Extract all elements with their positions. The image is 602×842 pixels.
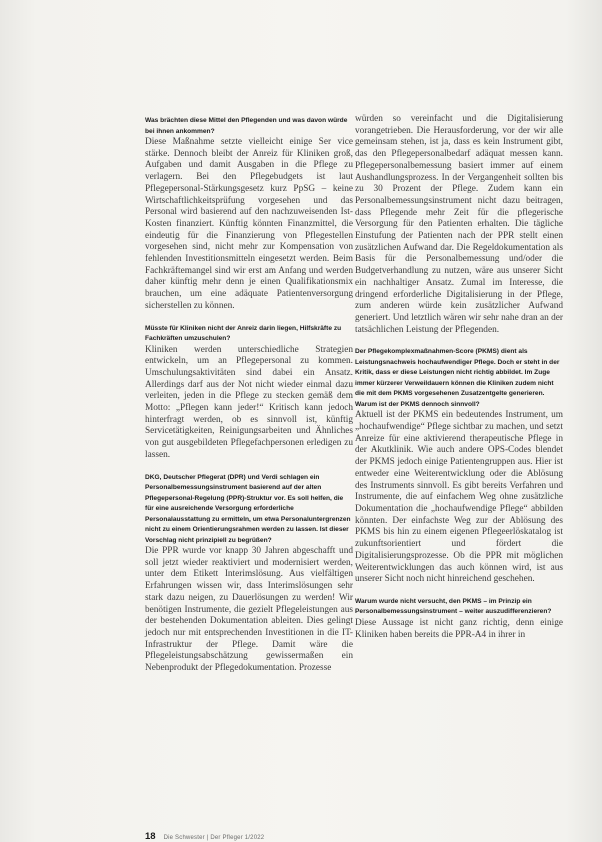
interview-answer: Diese Aussage ist nicht ganz richtig, denn einige Kliniken haben bereits die PPR-A4 in ihrer in (355, 617, 563, 640)
interview-answer: Aktuell ist der PKMS ein bedeutendes Instrument, um „hochaufwendige“ Pflege sichtbar zu machen, und setzt Anreize für eine aktivierend therapeutische Pflege in der Akutklinik. Wie auch andere OPS-Codes blendet der PKMS jedoch einige Patientengruppen aus. Hier ist entweder eine Weiterentwicklung oder die Ablösung des Instruments sinnvoll. Es gibt bereits Verfahren und Instrumente, die auf einfachem Weg ohne zusätzliche Dokumentation die „hochaufwendige Pflege“ abbilden könnten. Der einfachste Weg zur der Ablösung des PKMS bis hin zu einem eigenen Pflegeerlöskatalog ist zukunftsorientiert und fördert die Digitalisierungsprozesse. Ob die PPR mit möglichen Weiterentwicklungen das auch können wird, ist aus unserer Sicht noch nicht hinreichend geschehen. (355, 410, 563, 585)
right-text-column (355, 114, 563, 641)
interview-answer: würden so vereinfacht und die Digitalisierung vorangetrieben. Die Herausforderung, vor der wir alle gemeinsam stehen, ist ja, dass es kein Instrument gibt, das den Pflegepersonalbedarf adäquat messen kann. Pflegepersonalbemessung basiert immer auf einem Aushandlungsprozess. In der Vergangenheit sollten bis zu 30 Prozent der Pflege. Zudem kann ein Personalbemessungsinstrument nicht dazu beitragen, dass Pflegende mehr Zeit für die pflegerische Versorgung für den Patienten erhalten. Die tägliche Einstufung der Patienten nach der PPR stellt einen zusätzlichen Aufwand dar. Die Regeldokumentation als Basis für die Personalbemessung und/oder die Budgetverhandlung zu nutzen, wäre aus unserer Sicht ein nachhaltiger Ansatz. Zumal im Interesse, die dringend erforderliche Digitalisierung in der Pflege, zum anderen würde kein zusätzlicher Aufwand generiert. Und letztlich wären wir sehr nahe dran an der tatsächlichen Leistung der Pflegenden. (355, 114, 563, 335)
running-title: Die Schwester | Der Pfleger 1/2022 (163, 835, 265, 841)
interview-question: Müsste für Kliniken nicht der Anreiz darin liegen, Hilfskräfte zu Fachkräften umzuschulen? (145, 324, 342, 343)
paragraph-spacer (355, 336, 563, 347)
interview-question: Was brächten diese Mittel den Pflegenden und was davon würde bei ihnen ankommen? (145, 117, 348, 135)
left-text-column (145, 116, 353, 675)
paragraph-spacer (145, 462, 353, 473)
paragraph-spacer (145, 313, 353, 324)
interview-answer: Diese Maßnahme setzte vielleicht einige Ser vice stärke. Dennoch bleibt der Anreiz für Kliniken groß, Aufgaben und damit Ausgaben in die Pflege zu verlagern. Bei den Pflegebudgets ist laut Pflegepersonal-Stärkungsgesetz kurz PpSG – keine Wirtschaftlichkeitsprüfung vorgesehen und das Personal wird basierend auf den nachzuweisenden Ist-Kosten finanziert. Künftig könnten Finanzmittel, die eindeutig für die Finanzierung von Pflegestellen vorgesehen sind, nicht mehr zur Kompensation von fehlenden Investitionsmitteln eingesetzt werden. Beim Fachkräftemangel sind wir erst am Anfang und werden daher künftig mehr denn je einen Qualifikationsmix brauchen, um eine adäquate Patientenversorgung sicherstellen zu können. (145, 137, 353, 311)
interview-question: DKG, Deutscher Pflegerat (DPR) und Verdi schlagen ein Personalbemessungsinstrument basierend auf der alten Pflegepersonal-Regelung (PPR)-Struktur vor. Es soll helfen, die für eine ausreichende Versorgung erforderliche Personalausstattung zu ermitteln, um etwa Personaluntergrenzen nicht zu einem Orientierungsrahmen werden zu lassen. Ist dieser Vorschlag nicht prinzipiell zu begrüßen? (145, 473, 351, 544)
page-number: 18 (145, 831, 156, 842)
page-footer (145, 831, 445, 842)
interview-answer: Die PPR wurde vor knapp 30 Jahren abgeschafft und soll jetzt wieder reaktiviert und modernisiert werden, unter dem Etikett Interimslösung. Aus vielfältigen Erfahrungen wissen wir, dass Interimslösungen sehr stark dazu neigen, zu Dauerlösungen zu werden! Wir benötigen Instrumente, die gezielt Pflegeleistungen aus der bestehenden Dokumentation ableiten. Dies gelingt jedoch nur mit entsprechenden Investitionen in die IT-Infrastruktur der Pflege. Damit wäre die Pflegeleistungsabschätzung gewissermaßen ein Nebenprodukt der Pflegedokumentation. Prozesse (145, 546, 353, 674)
interview-question: Warum wurde nicht versucht, den PKMS – im Prinzip ein Personalbemessungsinstrument – weiter auszudifferenzieren? (355, 597, 552, 616)
interview-answer: Kliniken werden unterschiedliche Strategien entwickeln, um an Pflegepersonal zu kommen. Umschulungsaktivitäten sind dabei ein Ansatz. Allerdings darf aus der Not nicht wieder einmal dazu verleiten, jeden in die Pflege zu stecken gemäß dem Motto: „Pflegen kann jeder!“ Kritisch kann jedoch hinterfragt werden, ob es sinnvoll ist, künftig Servicetätigkeiten, Reinigungsarbeiten und Ähnliches von gut ausgebildeten Pflegefachpersonen erledigen zu lassen. (145, 344, 353, 460)
interview-question: Der Pflegekomplexmaßnahmen-Score (PKMS) dient als Leistungsnachweis hochaufwendiger Pflege. Doch er steht in der Kritik, dass er diese Leistungen nicht richtig abbildet. Im Zuge immer kürzerer Verweildauern können die Kliniken zudem nicht die mit dem PKMS vorgesehenen Zusatzentgelte generieren. Warum ist der PKMS dennoch sinnvoll? (355, 348, 560, 408)
paragraph-spacer (355, 586, 563, 597)
